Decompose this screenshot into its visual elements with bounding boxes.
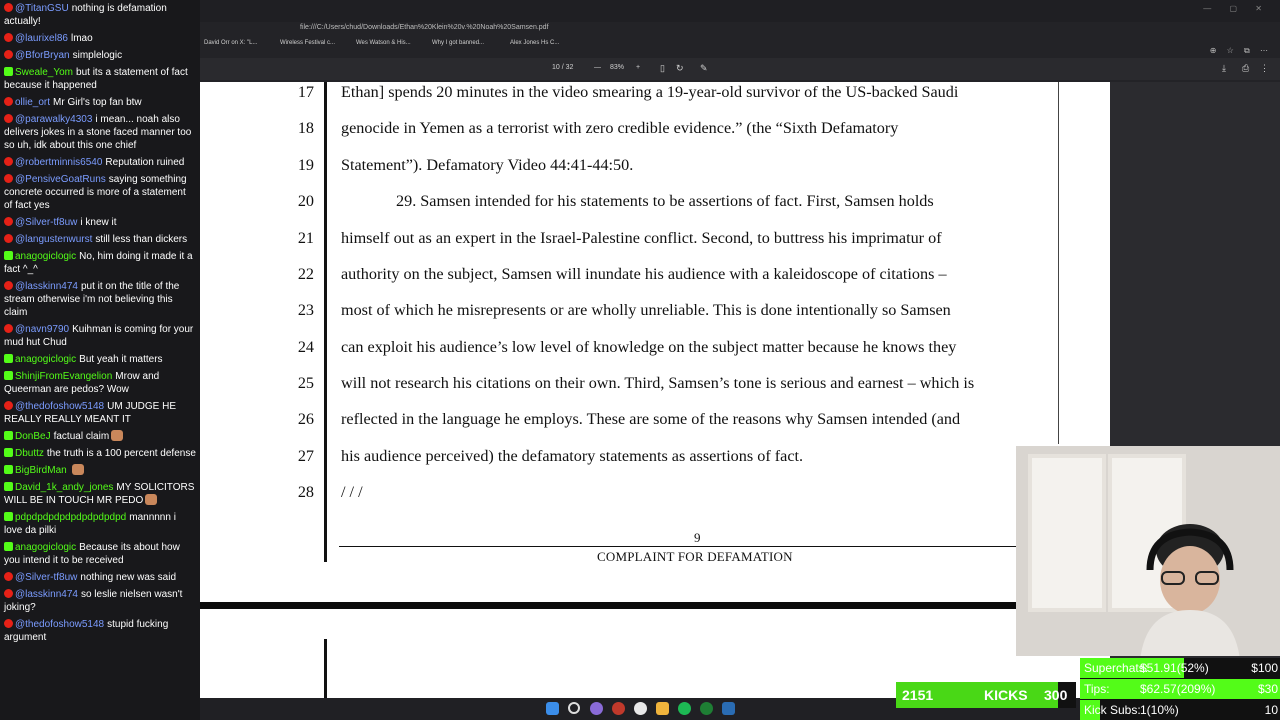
pdf-toolbar (200, 58, 1280, 80)
superchats-goal: $100 (1251, 661, 1278, 675)
chat-message (0, 248, 200, 278)
kick-subs-value: 1(10%) (1140, 703, 1179, 717)
tips-goal: $30 (1257, 682, 1278, 696)
youtube-icon (4, 3, 13, 12)
bookmarks-bar (200, 38, 1280, 52)
kick-icon (4, 542, 13, 551)
youtube-icon (4, 281, 13, 290)
page-number: 9 (694, 530, 701, 545)
page-margin-rule (324, 639, 327, 698)
chat-text: stupid fucking argument (4, 619, 169, 643)
kick-subs-label: Kick Subs: (1084, 703, 1141, 717)
chat-text: factual claim (53, 431, 110, 442)
url-text[interactable]: file:///C:/Users/chud/Downloads/Ethan%20Klein%20v.%20Noah%20Samsen.pdf (300, 24, 549, 31)
chat-message (0, 569, 200, 586)
chat-message (0, 64, 200, 94)
start-icon[interactable] (546, 702, 559, 715)
window-controls[interactable]: — ▢ ✕ (1203, 4, 1270, 13)
kicks-count: 2151 (902, 687, 934, 703)
bookmark-item[interactable]: David Orr on X: "L... (204, 40, 258, 46)
tips-row (1080, 679, 1280, 699)
extension-icons[interactable]: ⊕ ☆ ⧉ ⋯ (1209, 46, 1272, 55)
kick-icon (4, 67, 13, 76)
chat-text: But yeah it matters (79, 354, 163, 365)
chat-username[interactable]: BigBirdMan (15, 465, 67, 476)
chat-message (0, 351, 200, 368)
kicks-label: KICKS (984, 687, 1028, 703)
chat-message (0, 278, 200, 321)
chat-text: nothing new was said (80, 572, 177, 583)
zoom-out-button[interactable]: — (594, 64, 601, 71)
chat-username[interactable]: @PensiveGoatRuns (15, 174, 106, 185)
youtube-icon (4, 324, 13, 333)
chat-text: still less than dickers (95, 234, 188, 245)
chat-text: so leslie nielsen wasn't joking? (4, 589, 183, 613)
chat-username[interactable]: Dbuttz (15, 448, 44, 459)
chat-message (0, 368, 200, 398)
kick-subs-row (1080, 700, 1280, 720)
youtube-icon (4, 589, 13, 598)
chat-text: saying something concrete occurred is more of a statement of fact yes (4, 174, 187, 211)
youtube-icon (4, 401, 13, 410)
rotate-icon[interactable]: ↻ (676, 63, 684, 73)
kicks-counter (896, 682, 1076, 708)
spotify-icon[interactable] (678, 702, 691, 715)
background-window (1028, 454, 1106, 612)
search-icon[interactable] (568, 702, 580, 714)
webcam-feed (1016, 446, 1280, 656)
tab-bar (200, 0, 1280, 22)
chat-username[interactable]: anagogiclogic (15, 542, 77, 553)
youtube-icon (4, 217, 13, 226)
chat-username[interactable]: DonBeJ (15, 431, 51, 442)
chat-text: put it on the title of the stream otherwise i'm not believing this claim (4, 281, 180, 318)
chat-message (0, 231, 200, 248)
youtube-icon (4, 157, 13, 166)
youtube-icon (4, 234, 13, 243)
chat-text: Because its about how you intend it to be received (4, 542, 180, 566)
bookmark-item[interactable]: Wireless Festival c... (280, 40, 336, 46)
chat-text: simplelogic (72, 50, 123, 61)
kick-icon (4, 431, 13, 440)
chat-message (0, 321, 200, 351)
steam-icon[interactable] (722, 702, 735, 715)
chat-username[interactable]: @Silver-tf8uw (15, 572, 78, 583)
chat-username[interactable]: David_1k_andy_jones (15, 482, 114, 493)
page-margin-rule (324, 82, 327, 562)
bookmark-item[interactable]: Wes Watson & His... (356, 40, 411, 46)
emote-icon (145, 494, 157, 505)
zoom-in-button[interactable]: + (636, 64, 641, 71)
chat-message (0, 462, 200, 479)
chat-message (0, 445, 200, 462)
xbox-icon[interactable] (700, 702, 713, 715)
chat-text: lmao (70, 33, 93, 44)
chat-message (0, 398, 200, 428)
kick-subs-goal: 10 (1264, 703, 1278, 717)
chat-username[interactable]: @navn9790 (15, 324, 70, 335)
emote-icon (111, 430, 123, 441)
opera-icon[interactable] (612, 702, 625, 715)
footer-title: COMPLAINT FOR DEFAMATION (597, 549, 793, 564)
chat-username[interactable]: @lasskinn474 (15, 589, 78, 600)
file-explorer-icon[interactable] (656, 702, 669, 715)
highlight-icon[interactable]: ✎ (700, 63, 708, 73)
donation-goals (1080, 658, 1280, 720)
bookmark-item[interactable]: Why I got banned... (432, 40, 485, 46)
chat-message (0, 94, 200, 111)
chat-username[interactable]: anagogiclogic (15, 251, 77, 262)
bookmark-item[interactable]: Alex Jones Hs C... (510, 40, 560, 46)
download-icon[interactable]: ⤓ (1222, 63, 1226, 73)
chat-text: but its a statement of fact because it happened (4, 67, 188, 91)
more-icon[interactable]: ⋮ (1260, 63, 1269, 73)
chat-username[interactable]: @parawalky4303 (15, 114, 93, 125)
chat-message (0, 0, 200, 30)
chat-text: the truth is a 100 percent defense (46, 448, 196, 459)
browser-icon[interactable] (634, 702, 647, 715)
kick-icon (4, 448, 13, 457)
footer-rule (339, 546, 1016, 547)
chat-message (0, 111, 200, 154)
kick-icon (4, 465, 13, 474)
chat-message (0, 428, 200, 445)
page-indicator[interactable]: 10 / 32 (552, 64, 574, 71)
chat-message (0, 30, 200, 47)
fit-page-icon[interactable]: ▯ (660, 63, 665, 73)
pdf-page: 17 Ethan] spends 20 minutes in the video smearing a 19-year-old survivor of the US-backed Saudi 18 genocide in Yemen as a terrorist with zero credible evidence.” (the “Sixth Defamatory 19 Statement”). Defamatory Video 44:41-44:50. 20 29. Samsen intended for his statements to be assertions of fact. First, Samsen holds 21 himself out as an expert in the Israel-Palestine conflict. Second, to buttress his imprimatur of 22 authority on the subject, Samsen will inundate his audience with a kaleidoscope of citations – 23 most of which he misrepresents or are wholly unreliable. This is done intentionally so Samsen 24 can exploit his audience’s low level of knowledge on the subject matter because he knows they 25 will not research his citations on their own. Third, Samsen’s tone is serious and earnest – which is 26 reflected in the language he employs. These are some of the reasons why Samsen intended (and 27 his audience perceived) the defamatory statements as assertions of fact. 28 / / / 9 COMPLAINT FOR DEFAMATION (200, 82, 1110, 602)
kick-icon (4, 482, 13, 491)
chat-username[interactable]: ollie_ort (15, 97, 51, 108)
browser-chrome (200, 0, 1280, 82)
chat-username[interactable]: @TitanGSU (15, 3, 69, 14)
youtube-icon (4, 50, 13, 59)
chat-message (0, 214, 200, 231)
chat-message (0, 616, 200, 646)
kick-icon (4, 251, 13, 260)
youtube-icon (4, 572, 13, 581)
chat-message (0, 479, 200, 509)
page-break (200, 602, 1017, 609)
print-icon[interactable]: ⎙ (1242, 63, 1250, 73)
chat-username[interactable]: anagogiclogic (15, 354, 77, 365)
kicks-goal: 300 (1044, 687, 1068, 703)
chat-message (0, 539, 200, 569)
youtube-icon (4, 33, 13, 42)
chat-username[interactable]: @robertminnis6540 (15, 157, 103, 168)
chat-text: mannnnn i love da pilki (4, 512, 176, 536)
chat-text: Reputation ruined (105, 157, 185, 168)
chat-username[interactable]: ShinjiFromEvangelion (15, 371, 113, 382)
youtube-icon (4, 619, 13, 628)
chat-username[interactable]: @thedofoshow5148 (15, 619, 105, 630)
chat-username[interactable]: @lasskinn474 (15, 281, 78, 292)
chat-message (0, 154, 200, 171)
page-right-rule (1058, 82, 1059, 444)
chat-message (0, 47, 200, 64)
chat-text: UM JUDGE HE REALLY REALLY MEANT IT (4, 401, 177, 425)
chat-message (0, 509, 200, 539)
chat-username[interactable]: @BforBryan (15, 50, 70, 61)
chat-username[interactable]: @laurixel86 (15, 33, 68, 44)
chat-overlay (0, 0, 200, 720)
chat-username[interactable]: Sweale_Yom (15, 67, 74, 78)
tips-value: $62.57(209%) (1140, 682, 1216, 696)
chat-text: i mean... noah also delivers jokes in a stone faced manner too so uh, idk about this one chief (4, 114, 192, 151)
superchats-row (1080, 658, 1280, 678)
chat-username[interactable]: pdpdpdpdpdpdpdpdpdpd (15, 512, 127, 523)
youtube-icon (4, 97, 13, 106)
superchats-label: Superchats: (1084, 661, 1149, 675)
kick-icon (4, 371, 13, 380)
youtube-icon (4, 114, 13, 123)
chat-text: i knew it (80, 217, 117, 228)
chat-text: Kuihman is coming for your mud hut Chud (4, 324, 194, 348)
emote-icon (72, 464, 84, 475)
youtube-icon (4, 174, 13, 183)
chat-text: No, him doing it made it a fact ^_^ (4, 251, 193, 275)
tips-label: Tips: (1084, 682, 1110, 696)
app-icon[interactable] (590, 702, 603, 715)
chat-message (0, 171, 200, 214)
streamer-silhouette (1136, 510, 1244, 656)
kick-icon (4, 354, 13, 363)
chat-username[interactable]: @langustenwurst (15, 234, 93, 245)
chat-text: MY SOLICITORS WILL BE IN TOUCH MR PEDO (4, 482, 195, 506)
chat-message (0, 586, 200, 616)
chat-username[interactable]: @thedofoshow5148 (15, 401, 105, 412)
kick-icon (4, 512, 13, 521)
chat-username[interactable]: @Silver-tf8uw (15, 217, 78, 228)
chat-text: Mrow and Queerman are pedos? Wow (4, 371, 160, 395)
chat-text: nothing is defamation actually! (4, 3, 167, 27)
superchats-value: $51.91(52%) (1140, 661, 1209, 675)
chat-text: Mr Girl's top fan btw (53, 97, 142, 108)
zoom-level[interactable]: 83% (610, 64, 625, 71)
